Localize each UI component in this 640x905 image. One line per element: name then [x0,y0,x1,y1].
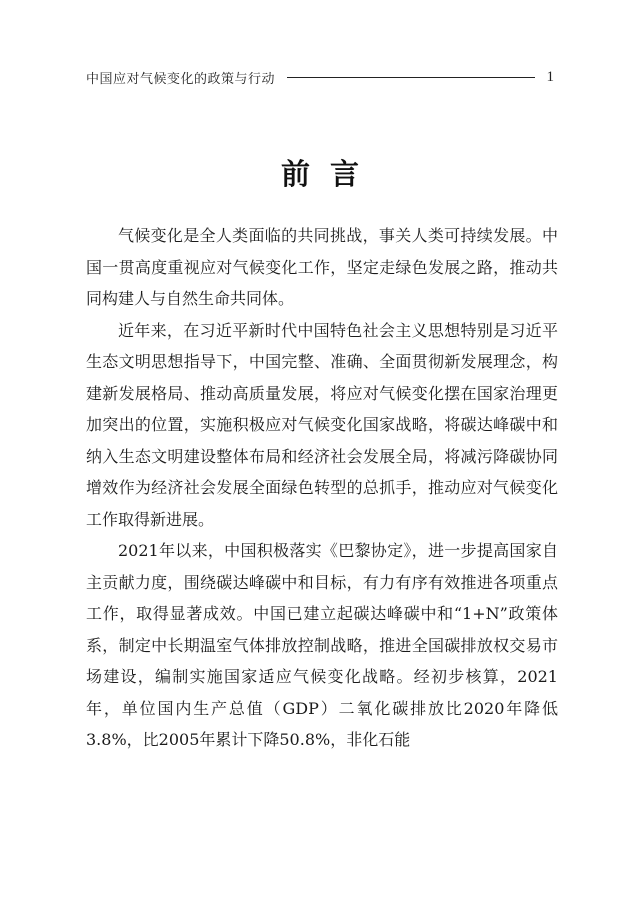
paragraph-2: 近年来，在习近平新时代中国特色社会主义思想特别是习近平生态文明思想指导下，中国完整、准确、全面贯彻新发展理念，构建新发展格局、推动高质量发展，将应对气候变化摆在国家治理更加突出的位置，实施积极应对气候变化国家战略，将碳达峰碳中和纳入生态文明建设整体布局和经济社会发展全局，将减污降碳协同增效作为经济社会发展全面绿色转型的总抓手，推动应对气候变化工作取得新进展。 [86,320,558,529]
paragraph-3: 2021年以来，中国积极落实《巴黎协定》，进一步提高国家自主贡献力度，围绕碳达峰碳中和目标，有力有序有效推进各项重点工作，取得显著成效。中国已建立起碳达峰碳中和“1+N”政策体系，制定中长期温室气体排放控制战略，推进全国碳排放权交易市场建设，编制实施国家适应气候变化战略。经初步核算，2021年，单位国内生产总值（GDP）二氧化碳排放比2020年降低3.8%，比2005年累计下降50.8%，非化石能 [86,541,558,749]
running-header [86,66,554,88]
document-body [86,220,558,756]
header-title: 中国应对气候变化的政策与行动 [86,71,276,87]
paragraph-1: 气候变化是全人类面临的共同挑战，事关人类可持续发展。中国一贯高度重视应对气候变化工作，坚定走绿色发展之路，推动共同构建人与自然生命共同体。 [86,226,558,308]
document-title: 前言 [280,157,379,191]
header-divider [287,77,534,78]
page-number: 1 [546,68,554,85]
